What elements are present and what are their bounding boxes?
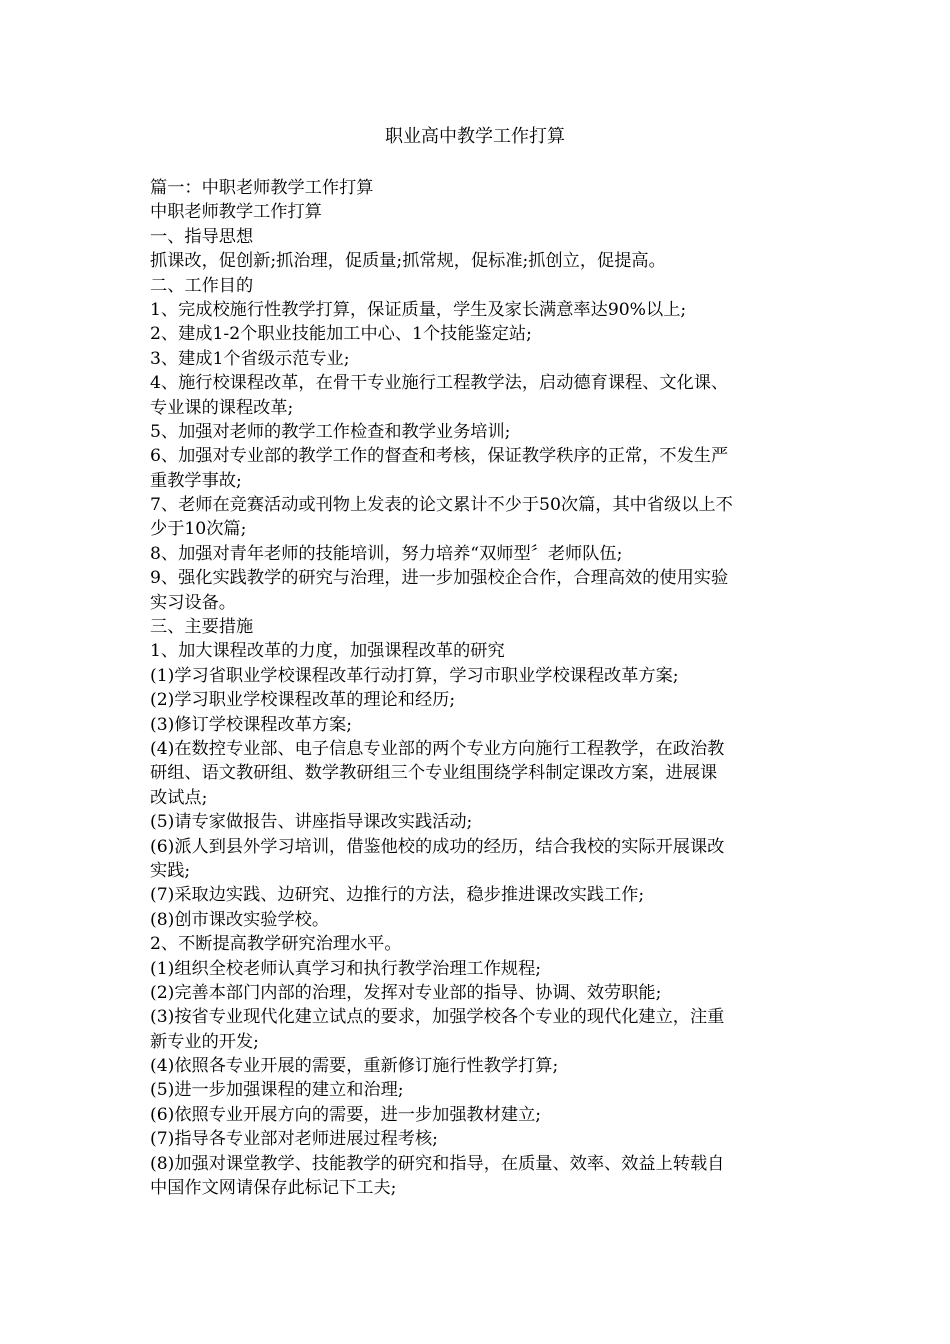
text-line: 一、指导思想: [150, 226, 254, 247]
text-line: (1)组织全校老师认真学习和执行教学治理工作规程;: [150, 958, 542, 979]
text-line: 少于10次篇;: [150, 519, 247, 540]
text-line: (2)学习职业学校课程改革的理论和经历;: [150, 690, 456, 711]
text-line: 改试点;: [150, 787, 208, 808]
text-line: 中职老师教学工作打算: [150, 202, 322, 223]
text-line: 9、强化实践教学的研究与治理，进一步加强校企合作，合理高效的使用实验: [150, 568, 729, 589]
text-line: (7)采取边实践、边研究、边推行的方法，稳步推进课改实践工作;: [150, 885, 645, 906]
text-line: 二、工作目的: [150, 275, 254, 296]
text-line: (8)加强对课堂教学、技能教学的研究和指导，在质量、效率、效益上转载自: [150, 1153, 725, 1174]
text-line: 三、主要措施: [150, 617, 254, 638]
text-line: (2)完善本部门内部的治理，发挥对专业部的指导、协调、效劳职能;: [150, 982, 662, 1003]
text-line: 8、加强对青年老师的技能培训，努力培养“双师型〞老师队伍;: [150, 543, 623, 564]
text-line: 中国作文网请保存此标记下工夫;: [150, 1178, 397, 1199]
text-line: 重教学事故;: [150, 470, 242, 491]
text-line: 5、加强对老师的教学工作检查和教学业务培训;: [150, 421, 511, 442]
text-line: 2、不断提高教学研究治理水平。: [150, 934, 402, 955]
text-line: 实习设备。: [150, 592, 236, 613]
text-line: 篇一：中职老师教学工作打算: [150, 178, 374, 198]
text-line: (6)派人到县外学习培训，借鉴他校的成功的经历，结合我校的实际开展课改: [150, 836, 725, 857]
text-line: 1、完成校施行性教学打算，保证质量，学生及家长满意率达90%以上;: [150, 299, 687, 320]
text-line: (1)学习省职业学校课程改革行动打算，学习市职业学校课程改革方案;: [150, 665, 679, 686]
text-line: (4)在数控专业部、电子信息专业部的两个专业方向施行工程教学，在政治教: [150, 738, 725, 759]
text-line: 专业课的课程改革;: [150, 397, 294, 418]
text-line: 新专业的开发;: [150, 1031, 259, 1052]
text-line: (7)指导各专业部对老师进展过程考核;: [150, 1129, 438, 1150]
text-line: 1、加大课程改革的力度，加强课程改革的研究: [150, 641, 505, 662]
text-line: (8)创市课改实验学校。: [150, 909, 330, 930]
text-line: (3)修订学校课程改革方案;: [150, 714, 353, 735]
text-line: 7、老师在竞赛活动或刊物上发表的论文累计不少于50次篇，其中省级以上不: [150, 495, 733, 516]
document-title: 职业高中教学工作打算: [385, 126, 565, 147]
text-line: (3)按省专业现代化建立试点的要求，加强学校各个专业的现代化建立，注重: [150, 1007, 725, 1028]
text-line: 4、施行校课程改革，在骨干专业施行工程教学法，启动德育课程、文化课、: [150, 373, 729, 394]
text-line: (5)进一步加强课程的建立和治理;: [150, 1080, 404, 1101]
text-line: 研组、语文教研组、数学教研组三个专业组围绕学科制定课改方案，进展课: [150, 763, 718, 784]
text-line: (6)依照专业开展方向的需要，进一步加强教材建立;: [150, 1104, 542, 1125]
text-line: 3、建成1个省级示范专业;: [150, 348, 350, 369]
text-line: (5)请专家做报告、讲座指导课改实践活动;: [150, 812, 473, 833]
text-line: 6、加强对专业部的教学工作的督查和考核，保证教学秩序的正常，不发生严: [150, 446, 729, 467]
text-line: 2、建成1-2个职业技能加工中心、1个技能鉴定站;: [150, 324, 532, 345]
text-line: 实践;: [150, 860, 191, 881]
text-line: 抓课改，促创新;抓治理，促质量;抓常规，促标准;抓创立，促提高。: [150, 251, 666, 272]
document-body: [150, 176, 805, 1200]
text-line: (4)依照各专业开展的需要，重新修订施行性教学打算;: [150, 1056, 559, 1077]
